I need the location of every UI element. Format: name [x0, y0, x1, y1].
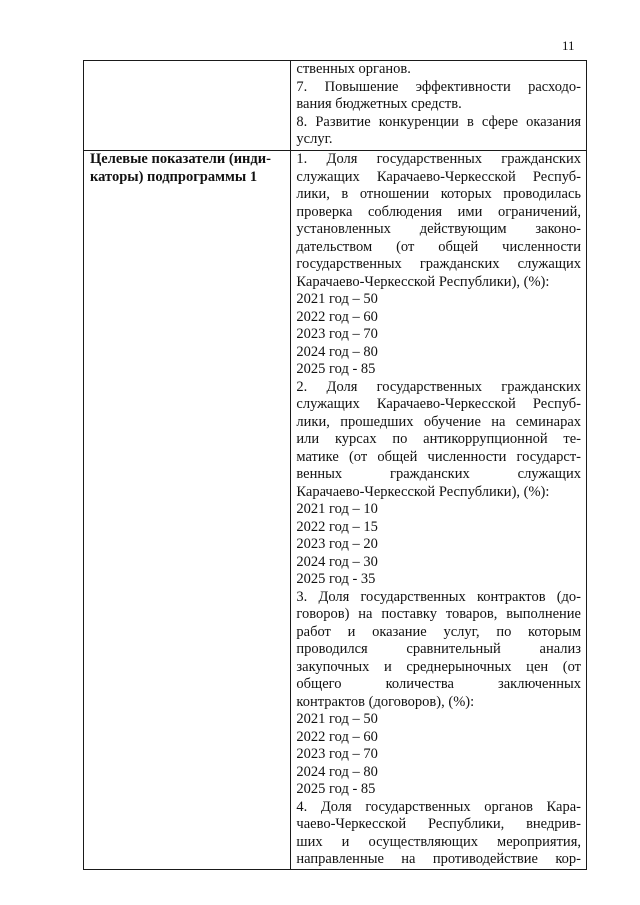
text-line: 2025 год - 85: [296, 361, 376, 377]
table-row: [84, 61, 587, 151]
text-line: матике (от общей численности государст-: [296, 448, 581, 465]
text-line: 2023 год – 20: [296, 536, 378, 552]
row-label-line: каторы) подпрограммы 1: [90, 168, 258, 185]
text-line: лики, в отношении которых проводилась: [296, 186, 581, 202]
text-line: Карачаево-Черкесской Республики), (%):: [296, 483, 550, 500]
text-line: венных гражданских служащих: [296, 466, 581, 482]
text-line: установленных действующим законо-: [296, 221, 581, 237]
text-line: 1. Доля государственных гражданских: [296, 151, 581, 167]
text-line: проверка соблюдения ими ограничений,: [296, 203, 581, 220]
text-line: 2024 год – 80: [296, 763, 378, 780]
text-line: лики, прошедших обучение на семинарах: [296, 413, 581, 430]
text-line: 2023 год – 70: [296, 746, 378, 762]
text-line: государственных гражданских служащих: [296, 256, 581, 272]
text-line: услуг.: [296, 131, 333, 147]
text-line: 2025 год - 85: [296, 781, 376, 797]
text-line: 7. Повышение эффективности расходо-: [296, 78, 581, 95]
text-line: 8. Развитие конкуренции в сфере оказания: [296, 113, 581, 130]
row-label: [84, 151, 290, 186]
row-label-cell: [84, 151, 291, 870]
text-line: или курсах по антикоррупционной те-: [296, 431, 581, 447]
text-line: говоров) на поставку товаров, выполнение: [296, 606, 581, 622]
page-number: 11: [562, 38, 575, 53]
text-line: служащих Карачаево-Черкесской Респуб-: [296, 168, 581, 185]
row-label-line: Целевые показатели (инди-: [90, 151, 271, 167]
row-label-cell: [84, 61, 291, 151]
row-content-cell: [291, 61, 587, 151]
table-row: [84, 151, 587, 870]
text-line: направленные на противодействие кор-: [296, 851, 581, 867]
text-line: проводился сравнительный анализ: [296, 641, 581, 657]
text-line: 2. Доля государственных гражданских: [296, 378, 581, 395]
text-line: ших и осуществляющих мероприятия,: [296, 833, 581, 850]
text-line: закупочных и среднерыночных цен (от: [296, 658, 581, 675]
text-line: служащих Карачаево-Черкесской Респуб-: [296, 396, 581, 412]
text-line: работ и оказание услуг, по которым: [296, 623, 581, 640]
text-line: чаево-Черкесской Республики, внедрив-: [296, 816, 581, 832]
text-line: ственных органов.: [296, 61, 411, 77]
text-line: 2022 год – 60: [296, 728, 378, 745]
text-line: Карачаево-Черкесской Республики), (%):: [296, 273, 550, 290]
text-line: 2021 год – 10: [296, 501, 378, 517]
text-line: вания бюджетных средств.: [296, 96, 462, 112]
text-line: общего количества заключенных: [296, 676, 581, 692]
text-line: контрактов (договоров), (%):: [296, 693, 475, 710]
text-line: 2024 год – 80: [296, 343, 378, 360]
text-line: 3. Доля государственных контрактов (до-: [296, 588, 581, 605]
row-content: [291, 151, 586, 869]
text-line: 2021 год – 50: [296, 291, 378, 307]
row-content-cell: [291, 151, 587, 870]
text-line: 2023 год – 70: [296, 326, 378, 342]
text-line: 2025 год - 35: [296, 571, 376, 587]
text-line: дательством (от общей численности: [296, 238, 581, 255]
text-line: 4. Доля государственных органов Кара-: [296, 798, 581, 815]
row-content: [291, 61, 586, 149]
text-line: 2022 год – 60: [296, 308, 378, 325]
text-line: 2021 год – 50: [296, 711, 378, 727]
program-table: [83, 60, 587, 870]
text-line: 2024 год – 30: [296, 553, 378, 570]
text-line: 2022 год – 15: [296, 518, 378, 535]
